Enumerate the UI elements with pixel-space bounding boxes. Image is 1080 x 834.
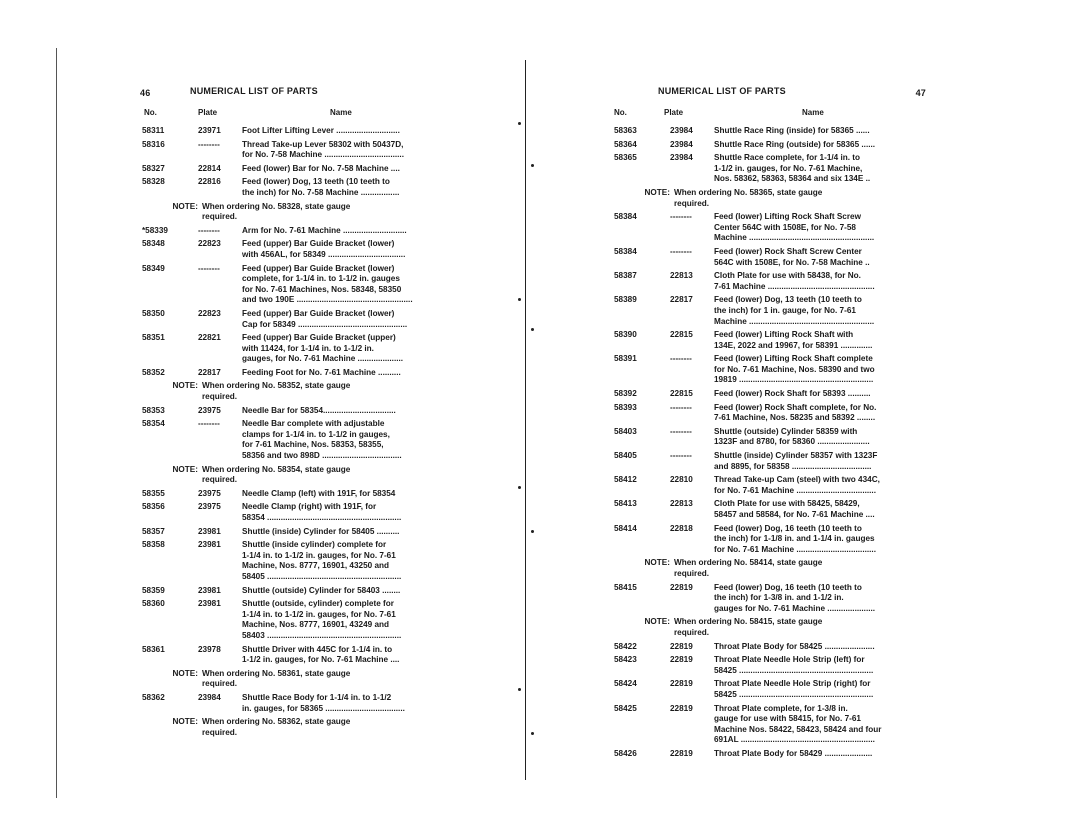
part-row [612,655,936,676]
part-row [612,642,936,653]
part-name: Needle Clamp (left) with 191F, for 58354 [242,488,396,498]
right-page-header [612,84,936,100]
part-row [612,295,936,327]
part-name: Feed (upper) Bar Guide Bracket (lower) complete, for 1-1/4 in. to 1-1/2 in. gauges for No. 7-61 Machines, Nos. 58348, 58350 and two 190E ................................................... [242,263,413,305]
plate-number: 23984 [670,139,693,149]
scan-left-edge-line [56,48,57,798]
part-row [612,583,936,615]
plate-number: 22815 [670,330,693,340]
gutter-mark [518,122,521,125]
part-row [140,164,470,175]
part-row [612,679,936,700]
part-row [612,212,936,244]
part-row [140,177,470,198]
part-number: NOTE: [172,668,198,678]
plate-number: 23978 [198,644,221,654]
part-name: Shuttle (inside cylinder) complete for 1-1/4 in. to 1-1/2 in. gauges, for No. 7-61 Machine, Nos. 8777, 16901, 43250 and 58405 ........................................................... [242,540,402,581]
part-name: Feed (upper) Bar Guide Bracket (lower) with 456AL, for 58349 .................................. [242,239,406,259]
part-number: 58403 [614,426,637,436]
note-row [140,669,470,690]
plate-number: 22819 [670,679,693,689]
plate-number: 23984 [198,692,221,702]
plate-number: 22819 [670,655,693,665]
part-number: NOTE: [172,201,198,211]
part-name: Feed (lower) Lifting Rock Shaft Screw Center 564C with 1508E, for No. 7-58 Machine ....................................................... [714,212,875,243]
part-row [140,599,470,641]
right-page [612,84,936,784]
part-number: 58422 [614,641,637,651]
part-row [140,527,470,538]
part-number: 58357 [142,526,165,536]
plate-number: 23975 [198,405,221,415]
plate-number: 22810 [670,475,693,485]
part-number: 58414 [614,523,637,533]
part-number: 58356 [142,502,165,512]
note-row [612,617,936,638]
parts-list [612,126,936,762]
part-row [140,126,470,137]
part-name: Feed (lower) Rock Shaft for 58393 .......... [714,389,871,399]
plate-number: 22816 [198,177,221,187]
plate-number: 22814 [198,163,221,173]
part-number: 58362 [142,692,165,702]
part-number: 58384 [614,246,637,256]
part-name: Shuttle Race Body for 1-1/4 in. to 1-1/2 in. gauges, for 58365 ................................... [242,692,405,713]
col-plate-header: Plate [664,108,684,117]
part-number: 58327 [142,163,165,173]
part-row [140,693,470,714]
part-name: When ordering No. 58415, state gauge required. [674,617,823,637]
part-number: 58365 [614,153,637,163]
part-name: Thread Take-up Lever 58302 with 50437D, for No. 7-58 Machine ................................... [242,139,404,160]
part-row [140,264,470,306]
plate-number: -------- [670,451,692,461]
plate-number: 23981 [198,599,221,609]
part-number: 58311 [142,126,165,135]
plate-number: -------- [670,426,692,436]
plate-number: 22823 [198,308,221,318]
part-name: Feed (lower) Dog, 13 teeth (10 teeth to the inch) for No. 7-58 Machine ................. [242,177,400,197]
part-number: 58354 [142,419,165,429]
part-name: When ordering No. 58365, state gauge required. [674,187,823,208]
plate-number: -------- [670,354,692,364]
part-name: Feed (lower) Dog, 13 teeth (10 teeth to the inch) for 1 in. gauge, for No. 7-61 Machine ....................................................... [714,295,875,326]
part-name: Feed (lower) Lifting Rock Shaft with 134E, 2022 and 19967, for 58391 .............. [714,330,873,350]
part-number: 58358 [142,540,165,550]
part-row [612,389,936,400]
plate-number: 23984 [670,153,693,163]
part-row [612,475,936,496]
part-name: Thread Take-up Cam (steel) with two 434C, for No. 7-61 Machine ................................... [714,475,880,495]
plate-number: 22819 [670,582,693,592]
gutter-line [525,60,526,780]
plate-number: -------- [670,246,692,256]
part-number: 58424 [614,679,637,689]
gutter-mark [531,732,534,735]
part-row [140,540,470,582]
book-gutter [520,60,532,780]
col-no-header: No. [144,108,157,117]
part-row [612,354,936,386]
plate-number: 23981 [198,585,221,595]
part-number: 58349 [142,263,165,273]
part-name: Shuttle (outside) Cylinder 58359 with 1323F and 8780, for 58360 ....................... [714,426,870,447]
part-name: Throat Plate complete, for 1-3/8 in. gauge for use with 58415, for No. 7-61 Machine Nos. 58422, 58423, 58424 and four 691AL ........................................................... [714,703,882,745]
plate-number: 22813 [670,271,693,281]
part-row [612,749,936,760]
column-headers [612,100,936,126]
part-row [140,502,470,523]
page-title: NUMERICAL LIST OF PARTS [658,86,786,96]
part-name: When ordering No. 58414, state gauge required. [674,558,823,578]
part-number: 58351 [142,333,165,343]
part-number: 58389 [614,295,637,305]
col-plate-header: Plate [198,108,218,117]
part-number: 58413 [614,499,637,509]
part-row [612,403,936,424]
part-name: Feed (lower) Rock Shaft complete, for No. 7-61 Machine, Nos. 58235 and 58392 ........ [714,402,877,423]
part-number: 58393 [614,402,637,412]
part-number: 58360 [142,599,165,609]
part-name: Shuttle Race Ring (inside) for 58365 ...... [714,126,870,135]
part-number: 58384 [614,212,637,222]
part-name: Feeding Foot for No. 7-61 Machine .......... [242,367,401,377]
part-name: Feed (lower) Lifting Rock Shaft complete for No. 7-61 Machine, Nos. 58390 and two 19819 ........................................................... [714,354,875,385]
part-name: Feed (lower) Dog, 16 teeth (10 teeth to the inch) for 1-3/8 in. and 1-1/2 in. gauges for No. 7-61 Machine ..................... [714,582,876,613]
part-number: 58415 [614,582,637,592]
part-number: 58412 [614,475,637,485]
part-name: Shuttle (outside, cylinder) complete for 1-1/4 in. to 1-1/2 in. gauges, for No. 7-61 Machine, Nos. 8777, 16901, 43249 and 58403 ........................................................... [242,599,402,640]
part-name: When ordering No. 58328, state gauge required. [202,201,351,222]
part-number: 58425 [614,703,637,713]
part-number: 58392 [614,389,637,399]
column-headers [140,100,470,126]
left-page-header [140,84,470,100]
part-name: When ordering No. 58362, state gauge required. [202,717,351,737]
part-name: Arm for No. 7-61 Machine ............................ [242,225,407,235]
part-name: Throat Plate Body for 58425 ...................... [714,641,875,651]
plate-number: 23981 [198,526,221,536]
col-name-header: Name [802,108,824,117]
plate-number: 22815 [670,389,693,399]
plate-number: 22821 [198,333,221,343]
part-row [612,427,936,448]
part-name: Cloth Plate for use with 58438, for No. 7-61 Machine ............................................... [714,271,875,291]
plate-number: 22818 [670,523,693,533]
part-row [612,704,936,746]
part-name: Cloth Plate for use with 58425, 58429, 58457 and 58584, for No. 7-61 Machine .... [714,499,875,519]
part-number: 58359 [142,585,165,595]
part-number: NOTE: [172,464,198,474]
page-number: 46 [140,88,151,98]
col-no-header: No. [614,108,627,117]
part-name: Shuttle (outside) Cylinder for 58403 ........ [242,585,401,595]
part-row [612,451,936,472]
part-number: NOTE: [172,381,198,391]
page-number: 47 [915,88,926,98]
part-row [140,645,470,666]
part-name: Needle Bar for 58354................................ [242,405,396,415]
part-name: Shuttle Race Ring (outside) for 58365 ...... [714,139,876,149]
part-name: When ordering No. 58361, state gauge required. [202,668,351,689]
part-name: Shuttle (inside) Cylinder for 58405 .......... [242,526,400,536]
part-number: 58423 [614,655,637,665]
part-row [140,406,470,417]
part-row [140,239,470,260]
part-name: Throat Plate Body for 58429 ..................... [714,748,873,758]
part-row [140,586,470,597]
part-number: 58364 [614,139,637,149]
plate-number: -------- [198,139,220,149]
left-page [140,84,470,784]
part-number: 58426 [614,748,637,758]
parts-list [140,126,470,741]
part-row [140,309,470,330]
part-number: 58390 [614,330,637,340]
plate-number: -------- [670,212,692,222]
part-row [612,330,936,351]
part-name: Foot Lifter Lifting Lever ............................ [242,126,400,135]
plate-number: 23981 [198,540,221,550]
part-number: NOTE: [172,717,198,727]
plate-number: 23975 [198,502,221,512]
part-number: *58339 [142,225,168,235]
part-number: 58391 [614,354,637,364]
plate-number: 22823 [198,239,221,249]
note-row [140,381,470,402]
part-name: Shuttle Race complete, for 1-1/4 in. to 1-1/2 in. gauges, for No. 7-61 Machine, Nos. 58362, 58363, 58364 and six 134E .. [714,153,871,184]
part-name: When ordering No. 58352, state gauge required. [202,381,351,402]
part-number: 58352 [142,367,165,377]
note-row [612,188,936,209]
part-number: 58387 [614,271,637,281]
plate-number: 23975 [198,488,221,498]
plate-number: -------- [670,402,692,412]
gutter-mark [518,298,521,301]
gutter-mark [531,530,534,533]
note-row [140,202,470,223]
part-row [140,368,470,379]
part-row [140,419,470,461]
part-number: 58328 [142,177,165,187]
gutter-mark [531,328,534,331]
part-row [612,247,936,268]
part-row [612,524,936,556]
plate-number: 22813 [670,499,693,509]
plate-number: 22817 [198,367,221,377]
plate-number: 22817 [670,295,693,305]
part-number: NOTE: [644,187,670,197]
part-number: NOTE: [644,617,670,627]
plate-number: 22819 [670,748,693,758]
col-name-header: Name [330,108,352,117]
part-row [612,271,936,292]
part-row [612,153,936,185]
part-row [140,333,470,365]
part-name: Shuttle (inside) Cylinder 58357 with 1323F and 8895, for 58358 ................................... [714,451,878,471]
part-number: 58405 [614,451,637,461]
part-number: 58355 [142,488,165,498]
part-number: 58348 [142,239,165,249]
part-row [140,489,470,500]
part-name: When ordering No. 58354, state gauge required. [202,464,351,485]
part-number: 58316 [142,139,165,149]
part-name: Throat Plate Needle Hole Strip (left) for 58425 ........................................................... [714,655,874,675]
part-name: Feed (lower) Rock Shaft Screw Center 564C with 1508E, for No. 7-58 Machine .. [714,246,870,267]
part-name: Needle Clamp (right) with 191F, for 58354 ........................................................... [242,502,402,522]
plate-number: -------- [198,419,220,429]
plate-number: 22819 [670,641,693,651]
part-name: Shuttle Driver with 445C for 1-1/4 in. to 1-1/2 in. gauges, for No. 7-61 Machine .... [242,644,400,665]
part-number: 58350 [142,308,165,318]
part-number: NOTE: [644,558,670,568]
part-row [140,140,470,161]
plate-number: -------- [198,263,220,273]
gutter-mark [531,164,534,167]
note-row [612,558,936,579]
page-title: NUMERICAL LIST OF PARTS [190,86,318,96]
part-name: Feed (upper) Bar Guide Bracket (lower) Cap for 58349 ................................................ [242,308,408,329]
plate-number: 23984 [670,126,693,135]
gutter-mark [518,486,521,489]
gutter-mark [518,688,521,691]
part-name: Feed (lower) Dog, 16 teeth (10 teeth to the inch) for 1-1/8 in. and 1-1/4 in. gauges for No. 7-61 Machine ................................... [714,523,876,554]
part-row [140,226,470,237]
part-row [612,499,936,520]
note-row [140,717,470,738]
part-row [612,140,936,151]
part-number: 58353 [142,405,165,415]
part-number: 58363 [614,126,637,135]
plate-number: 22819 [670,703,693,713]
part-number: 58361 [142,644,165,654]
part-name: Needle Bar complete with adjustable clamps for 1-1/4 in. to 1-1/2 in gauges, for 7-61 Machine, Nos. 58353, 58355, 58356 and two 898D ................................... [242,419,402,461]
plate-number: -------- [198,225,220,235]
note-row [140,465,470,486]
part-name: Throat Plate Needle Hole Strip (right) for 58425 ........................................................... [714,679,874,699]
plate-number: 23971 [198,126,221,135]
part-name: Feed (lower) Bar for No. 7-58 Machine .... [242,163,400,173]
part-row [612,126,936,137]
part-name: Feed (upper) Bar Guide Bracket (upper) with 11424, for 1-1/4 in. to 1-1/2 in. gauges, for No. 7-61 Machine .................... [242,333,404,364]
